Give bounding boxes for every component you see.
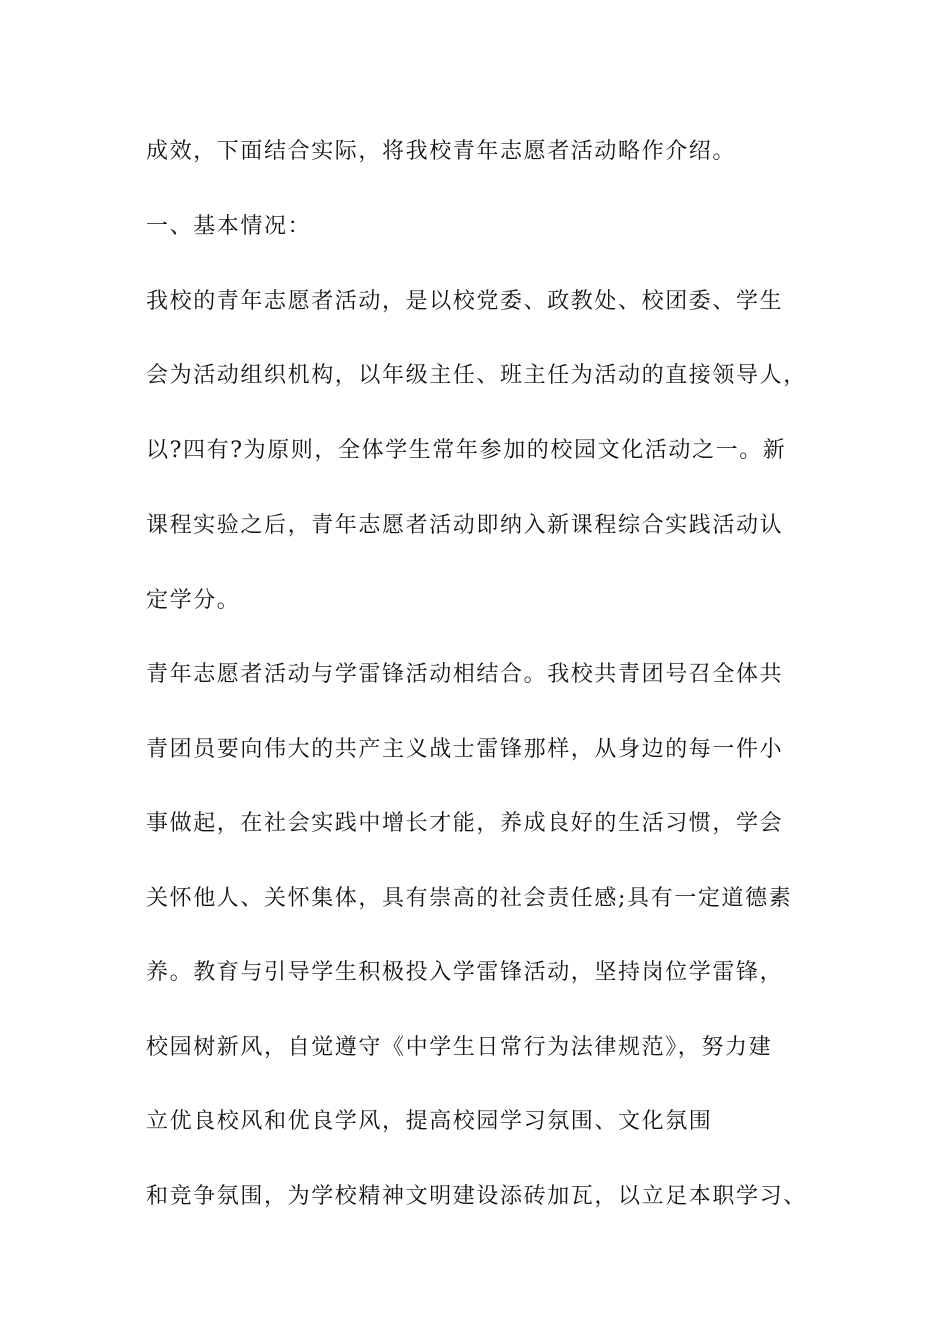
text-line: 事做起，在社会实践中增长才能，养成良好的生活习惯，学会 (146, 811, 784, 836)
text-line: 定学分。 (146, 588, 241, 613)
text-line: 养。教育与引导学生积极投入学雷锋活动，坚持岗位学雷锋， (146, 960, 784, 985)
text-line: 关怀他人、关怀集体，具有崇高的社会责任感;具有一定道德素 (146, 886, 793, 911)
text-line: 我校的青年志愿者活动，是以校党委、政教处、校团委、学生 (146, 289, 784, 314)
section-heading: 一、基本情况： (146, 214, 312, 239)
text-line: 以?四有?为原则，全体学生常年参加的校园文化活动之一。新 (146, 438, 787, 463)
text-line: 青团员要向伟大的共产主义战士雷锋那样，从身边的每一件小 (146, 737, 784, 762)
text-line: 会为活动组织机构，以年级主任、班主任为活动的直接领导人， (146, 363, 807, 388)
text-line: 和竞争氛围，为学校精神文明建设添砖加瓦，以立足本职学习、 (146, 1184, 807, 1209)
text-line: 成效，下面结合实际，将我校青年志愿者活动略作介绍。 (146, 139, 737, 164)
text-line: 校园树新风，自觉遵守《中学生日常行为法律规范》，努力建 (146, 1035, 773, 1060)
text-line: 课程实验之后，青年志愿者活动即纳入新课程综合实践活动认 (146, 513, 784, 538)
text-line: 青年志愿者活动与学雷锋活动相结合。我校共青团号召全体共 (146, 662, 784, 687)
text-line: 立优良校风和优良学风，提高校园学习氛围、文化氛围 (146, 1109, 713, 1134)
